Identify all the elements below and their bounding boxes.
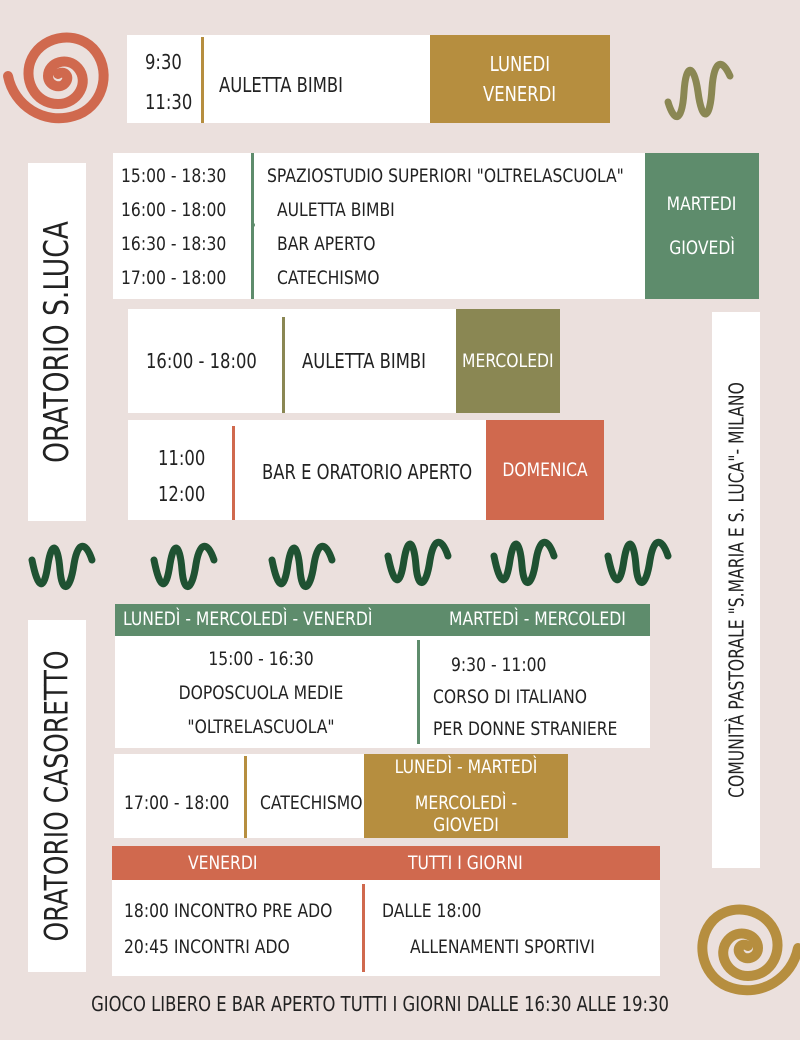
activity: BAR E ORATORIO APERTO bbox=[262, 460, 473, 484]
footer-note: GIOCO LIBERO E BAR APERTO TUTTI I GIORNI DALLE 16:30 ALLE 19:30 bbox=[91, 992, 669, 1016]
activity: AULETTA BIMBI bbox=[219, 73, 343, 97]
block-domenica bbox=[128, 420, 486, 520]
zigzag-green-icon-5 bbox=[490, 536, 560, 596]
left-line-2: 20:45 INCONTRI ADO bbox=[124, 936, 290, 958]
row-time-4: 17:00 - 18:00 bbox=[121, 267, 227, 289]
days-tag-domenica: DOMENICA bbox=[486, 420, 604, 520]
header-block5 bbox=[115, 604, 650, 636]
block-mar-gio bbox=[113, 153, 645, 299]
row-activity-4: CATECHISMO bbox=[277, 267, 380, 289]
divider bbox=[282, 317, 285, 413]
spiral-orange-icon bbox=[0, 0, 130, 150]
right-line-2: CORSO DI ITALIANO bbox=[433, 686, 588, 708]
divider bbox=[244, 756, 247, 838]
row-activity-1: SPAZIOSTUDIO SUPERIORI "OLTRELASCUOLA" bbox=[267, 165, 624, 187]
row-activity-3: BAR APERTO bbox=[277, 233, 376, 255]
row-activity-2: AULETTA BIMBI bbox=[277, 199, 395, 221]
zigzag-green-icon-2 bbox=[150, 540, 220, 600]
divider bbox=[232, 426, 235, 520]
head-left: LUNEDÌ - MERCOLEDÌ - VENERDÌ bbox=[123, 608, 373, 630]
block-casoretto-1 bbox=[115, 636, 650, 748]
row-time-2: 16:00 - 18:00 bbox=[121, 199, 227, 221]
days-tag-mar-gio: MARTEDI GIOVEDÌ bbox=[645, 153, 759, 299]
days-tag-mercoledi: MERCOLEDI bbox=[456, 309, 560, 413]
block-auletta-lun-ven bbox=[127, 35, 430, 123]
time-start: 9:30 bbox=[145, 50, 182, 74]
head-right: TUTTI I GIORNI bbox=[408, 852, 523, 874]
header-block7 bbox=[112, 846, 660, 880]
right-line-3: PER DONNE STRANIERE bbox=[433, 718, 618, 740]
time-start: 11:00 bbox=[158, 446, 206, 470]
zigzag-green-icon-1 bbox=[28, 540, 98, 600]
block-catechismo bbox=[114, 754, 364, 838]
right-line-1: 9:30 - 11:00 bbox=[451, 654, 547, 676]
activity: CATECHISMO bbox=[260, 792, 363, 814]
left-line-2: DOPOSCUOLA MEDIE bbox=[178, 682, 344, 704]
zigzag-green-icon-4 bbox=[384, 536, 454, 596]
time-end: 12:00 bbox=[158, 482, 206, 506]
spiral-gold-icon bbox=[676, 890, 800, 1040]
row-time-3: 16:30 - 18:30 bbox=[121, 233, 227, 255]
block-mercoledi bbox=[128, 309, 456, 413]
divider bbox=[201, 37, 204, 123]
left-line-1: 18:00 INCONTRO PRE ADO bbox=[124, 900, 333, 922]
block-casoretto-2 bbox=[112, 880, 660, 976]
time: 17:00 - 18:00 bbox=[124, 792, 230, 814]
oratorio-casoretto-label: ORATORIO CASORETTO bbox=[28, 620, 86, 972]
left-line-3: "OLTRELASCUOLA" bbox=[187, 716, 335, 738]
days-tag-lun-ven: LUNEDI VENERDI bbox=[430, 35, 610, 123]
activity: AULETTA BIMBI bbox=[302, 349, 426, 373]
zigzag-green-icon-3 bbox=[268, 540, 338, 600]
row-time-1: 15:00 - 18:30 bbox=[121, 165, 227, 187]
divider bbox=[362, 884, 365, 972]
days-tag-lun-gio: LUNEDÌ - MARTEDÌ MERCOLEDÌ - GIOVEDI bbox=[364, 754, 568, 838]
head-left: VENERDI bbox=[188, 852, 258, 874]
time: 16:00 - 18:00 bbox=[146, 349, 257, 373]
right-line-1: DALLE 18:00 bbox=[382, 900, 482, 922]
head-right: MARTEDÌ - MERCOLEDI bbox=[449, 608, 626, 630]
zigzag-olive-icon bbox=[664, 52, 734, 132]
left-line-1: 15:00 - 16:30 bbox=[208, 648, 314, 670]
divider bbox=[417, 640, 420, 744]
time-end: 11:30 bbox=[145, 90, 193, 114]
zigzag-green-icon-6 bbox=[604, 536, 674, 596]
oratorio-s-luca-label: ORATORIO S.LUCA bbox=[28, 163, 86, 521]
comunita-pastorale-label: COMUNITÀ PASTORALE "S.MARIA E S. LUCA"- MILANO bbox=[712, 312, 760, 868]
right-line-2: ALLENAMENTI SPORTIVI bbox=[410, 936, 595, 958]
